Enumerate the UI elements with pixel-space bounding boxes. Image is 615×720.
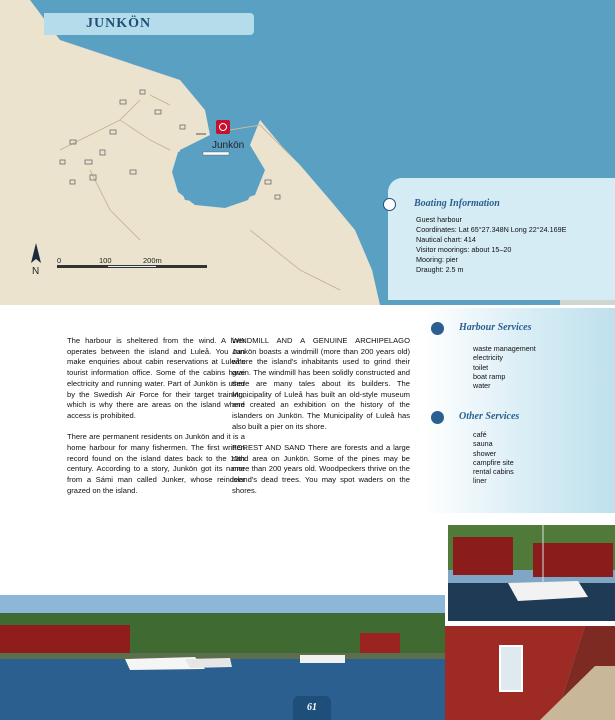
list-item: campfire site	[473, 457, 514, 467]
list-item: electricity	[473, 353, 503, 363]
map-place-label: Junkön	[212, 140, 245, 151]
boating-info-line: Coordinates: Lat 65°27.348N Long 22°24.169E	[416, 225, 567, 234]
boating-info-line: Visitor moorings: about 15–20	[416, 245, 512, 254]
list-item: water	[473, 381, 491, 391]
body-column-1	[67, 336, 245, 507]
harbour-boat-photo	[448, 525, 615, 621]
harbour-services-list	[473, 344, 536, 390]
north-label: N	[32, 266, 40, 277]
body-paragraph: FOREST AND SAND There are forests and a large sand area on Junkön. Some of the pines may be more than 200 years old. Woodpeckers thrive on the island's dead trees. You may spot waders on the shores.	[232, 443, 410, 495]
services-sidebar	[424, 308, 615, 513]
other-services-title: Other Services	[459, 411, 520, 422]
boating-information-list	[416, 215, 566, 275]
page-number: 61	[293, 696, 331, 720]
compass-icon	[383, 198, 396, 211]
body-paragraph: The harbour is sheltered from the wind. A liner operates between the island and Luleå. You can make enquiries about cabin reservations at Luleå's tourist information office. Some of the cabins have electricity and running water. Part of Junkön is used by the Swedish Air Force for their target training, which is why there are areas on the island where access is prohibited.	[67, 336, 245, 420]
list-item: toilet	[473, 362, 489, 372]
map-scale-bar	[57, 265, 207, 268]
scale-label-100: 100	[99, 256, 112, 265]
other-services-list	[473, 430, 514, 486]
list-item: boat ramp	[473, 371, 506, 381]
page-title: JUNKÖN	[86, 16, 152, 31]
list-item: sauna	[473, 439, 493, 449]
scale-label-0: 0	[57, 256, 62, 265]
boating-info-line: Guest harbour	[416, 215, 462, 224]
list-item: rental cabins	[473, 467, 514, 477]
body-column-2	[232, 336, 410, 507]
list-item: café	[473, 430, 487, 439]
harbour-services-title: Harbour Services	[459, 322, 532, 333]
harbour-marker-icon	[216, 120, 230, 134]
body-paragraph: There are permanent residents on Junkön and it is a home harbour for many fishermen. The first written record found on the island dates back to the 15th century. According to a story, Junkön got its name from a Sámi man called Junker, whose reindeer grazed on the island.	[67, 432, 245, 495]
boating-information-title: Boating Information	[414, 198, 500, 209]
list-item: shower	[473, 448, 497, 458]
list-item: waste management	[473, 344, 536, 353]
snowflake-icon	[431, 411, 444, 424]
boating-information-panel	[388, 178, 615, 300]
harbour-panorama-photo	[0, 595, 445, 720]
list-item: liner	[473, 476, 487, 486]
boating-info-line: Mooring: pier	[416, 255, 458, 264]
boating-info-line: Nautical chart: 414	[416, 235, 476, 244]
scale-label-200: 200m	[143, 256, 162, 265]
anchor-icon	[431, 322, 444, 335]
body-paragraph: WINDMILL AND A GENUINE ARCHIPELAGO Junkön boasts a windmill (more than 200 years old) where the island's inhabitants used to grind their grain. The windmill has been solidly constructed and there are many tales about its builders. The Municipality of Luleå has built an old-style museum and created an exhibition on the history of the islanders on Junkön. The Municipality of Luleå has also built a pier on its shore.	[232, 336, 410, 431]
red-cabin-photo	[445, 626, 615, 720]
boating-info-line: Draught: 2.5 m	[416, 265, 464, 274]
